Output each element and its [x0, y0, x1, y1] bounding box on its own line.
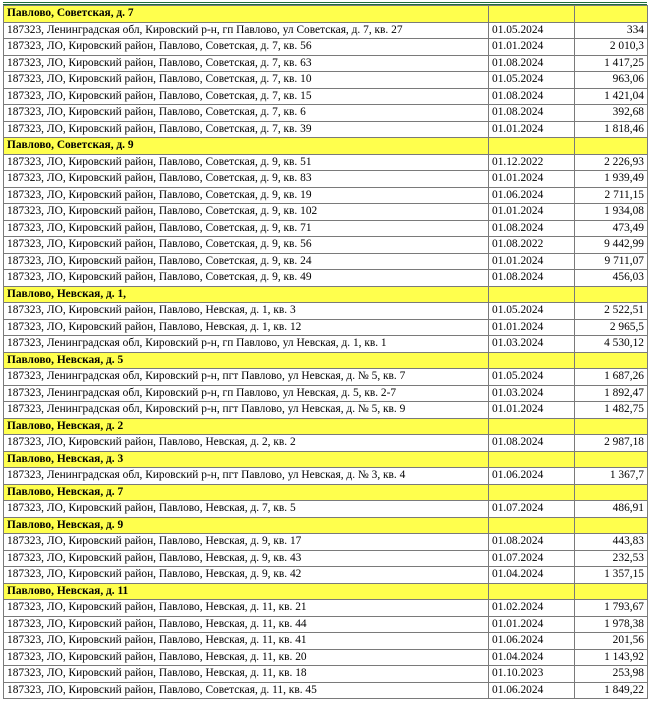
group-header-date-cell[interactable] [489, 286, 575, 303]
table-row [4, 220, 648, 237]
group-title[interactable]: Павлово, Невская, д. 9 [4, 517, 489, 534]
group-title[interactable]: Павлово, Невская, д. 3 [4, 451, 489, 468]
group-header-amount-cell[interactable] [575, 583, 648, 600]
group-header-row [4, 583, 648, 600]
table-row [4, 22, 648, 39]
address-cell[interactable]: 187323, Ленинградская обл, Кировский р-н, пгт Павлово, ул Невская, д. № 5, кв. 7 [4, 369, 489, 386]
group-header-row [4, 517, 648, 534]
table-row [4, 154, 648, 171]
date-cell[interactable]: 01.07.2024 [489, 501, 575, 518]
group-header-amount-cell[interactable] [575, 286, 648, 303]
table-row [4, 187, 648, 204]
amount-cell[interactable]: 9 442,99 [575, 237, 648, 254]
date-cell[interactable]: 01.05.2024 [489, 22, 575, 39]
group-header-row [4, 484, 648, 501]
amount-cell[interactable]: 1 892,47 [575, 385, 648, 402]
group-title[interactable]: Павлово, Невская, д. 7 [4, 484, 489, 501]
table-row [4, 253, 648, 270]
amount-cell[interactable]: 2 522,51 [575, 303, 648, 320]
date-cell[interactable]: 01.01.2024 [489, 204, 575, 221]
date-cell[interactable]: 01.04.2024 [489, 649, 575, 666]
date-cell[interactable]: 01.01.2024 [489, 319, 575, 336]
group-title[interactable]: Павлово, Невская, д. 5 [4, 352, 489, 369]
address-cell[interactable]: 187323, ЛО, Кировский район, Павлово, Советская, д. 7, кв. 56 [4, 39, 489, 56]
amount-cell[interactable]: 392,68 [575, 105, 648, 122]
group-header-amount-cell[interactable] [575, 517, 648, 534]
date-cell[interactable]: 01.05.2024 [489, 303, 575, 320]
amount-cell[interactable]: 1 417,25 [575, 55, 648, 72]
amount-cell[interactable]: 486,91 [575, 501, 648, 518]
table-row [4, 666, 648, 683]
amount-cell[interactable]: 1 978,38 [575, 616, 648, 633]
date-cell[interactable]: 01.06.2024 [489, 187, 575, 204]
group-header-date-cell[interactable] [489, 418, 575, 435]
address-cell[interactable]: 187323, Ленинградская обл, Кировский р-н, гп Павлово, ул Невская, д. 1, кв. 1 [4, 336, 489, 353]
date-cell[interactable]: 01.03.2024 [489, 385, 575, 402]
table-row [4, 55, 648, 72]
address-cell[interactable]: 187323, ЛО, Кировский район, Павлово, Невская, д. 7, кв. 5 [4, 501, 489, 518]
table-row [4, 303, 648, 320]
amount-cell[interactable]: 2 226,93 [575, 154, 648, 171]
group-title[interactable]: Павлово, Невская, д. 11 [4, 583, 489, 600]
table-row [4, 616, 648, 633]
amount-cell[interactable]: 456,03 [575, 270, 648, 287]
date-cell[interactable]: 01.06.2024 [489, 633, 575, 650]
group-title[interactable]: Павлово, Невская, д. 1, [4, 286, 489, 303]
date-cell[interactable]: 01.12.2022 [489, 154, 575, 171]
amount-cell[interactable]: 1 367,7 [575, 468, 648, 485]
group-header-row [4, 6, 648, 23]
address-cell[interactable]: 187323, ЛО, Кировский район, Павлово, Невская, д. 11, кв. 41 [4, 633, 489, 650]
date-cell[interactable]: 01.01.2024 [489, 402, 575, 419]
table-row [4, 204, 648, 221]
date-cell[interactable]: 01.08.2024 [489, 88, 575, 105]
amount-cell[interactable]: 1 934,08 [575, 204, 648, 221]
date-cell[interactable]: 01.01.2024 [489, 39, 575, 56]
group-title[interactable]: Павлово, Советская, д. 7 [4, 6, 489, 23]
amount-cell[interactable]: 2 965,5 [575, 319, 648, 336]
address-cell[interactable]: 187323, ЛО, Кировский район, Павлово, Советская, д. 9, кв. 19 [4, 187, 489, 204]
group-header-row [4, 138, 648, 155]
date-cell[interactable]: 01.08.2024 [489, 270, 575, 287]
amount-cell[interactable]: 1 793,67 [575, 600, 648, 617]
group-header-date-cell[interactable] [489, 517, 575, 534]
address-cell[interactable]: 187323, ЛО, Кировский район, Павлово, Невская, д. 9, кв. 43 [4, 550, 489, 567]
address-cell[interactable]: 187323, ЛО, Кировский район, Павлово, Советская, д. 9, кв. 49 [4, 270, 489, 287]
group-header-row [4, 352, 648, 369]
amount-cell[interactable]: 963,06 [575, 72, 648, 89]
address-cell[interactable]: 187323, ЛО, Кировский район, Павлово, Советская, д. 7, кв. 39 [4, 121, 489, 138]
address-cell[interactable]: 187323, ЛО, Кировский район, Павлово, Невская, д. 11, кв. 21 [4, 600, 489, 617]
address-cell[interactable]: 187323, ЛО, Кировский район, Павлово, Невская, д. 11, кв. 18 [4, 666, 489, 683]
address-cell[interactable]: 187323, Ленинградская обл, Кировский р-н, гп Павлово, ул Советская, д. 7, кв. 27 [4, 22, 489, 39]
address-cell[interactable]: 187323, ЛО, Кировский район, Павлово, Советская, д. 9, кв. 51 [4, 154, 489, 171]
address-cell[interactable]: 187323, ЛО, Кировский район, Павлово, Невская, д. 1, кв. 12 [4, 319, 489, 336]
address-cell[interactable]: 187323, ЛО, Кировский район, Павлово, Советская, д. 9, кв. 102 [4, 204, 489, 221]
address-cell[interactable]: 187323, ЛО, Кировский район, Павлово, Невская, д. 11, кв. 44 [4, 616, 489, 633]
address-cell[interactable]: 187323, Ленинградская обл, Кировский р-н, пгт Павлово, ул Невская, д. № 5, кв. 9 [4, 402, 489, 419]
group-header-date-cell[interactable] [489, 138, 575, 155]
amount-cell[interactable]: 334 [575, 22, 648, 39]
table-row [4, 171, 648, 188]
date-cell[interactable]: 01.01.2024 [489, 171, 575, 188]
table-row [4, 105, 648, 122]
address-cell[interactable]: 187323, ЛО, Кировский район, Павлово, Советская, д. 7, кв. 6 [4, 105, 489, 122]
table-row [4, 534, 648, 551]
date-cell[interactable]: 01.08.2022 [489, 237, 575, 254]
table-row [4, 336, 648, 353]
table-row [4, 550, 648, 567]
address-cell[interactable]: 187323, ЛО, Кировский район, Павлово, Советская, д. 9, кв. 71 [4, 220, 489, 237]
amount-cell[interactable]: 1 421,04 [575, 88, 648, 105]
date-cell[interactable]: 01.01.2024 [489, 253, 575, 270]
table-body [4, 6, 648, 699]
table-row [4, 88, 648, 105]
amount-cell[interactable]: 2 010,3 [575, 39, 648, 56]
address-cell[interactable]: 187323, ЛО, Кировский район, Павлово, Советская, д. 7, кв. 10 [4, 72, 489, 89]
date-cell[interactable]: 01.05.2024 [489, 369, 575, 386]
table-row [4, 39, 648, 56]
amount-cell[interactable]: 1 143,92 [575, 649, 648, 666]
date-cell[interactable]: 01.05.2024 [489, 72, 575, 89]
group-header-row [4, 286, 648, 303]
group-header-date-cell[interactable] [489, 583, 575, 600]
table-row [4, 402, 648, 419]
amount-cell[interactable]: 201,56 [575, 633, 648, 650]
address-cell[interactable]: 187323, ЛО, Кировский район, Павлово, Невская, д. 9, кв. 42 [4, 567, 489, 584]
amount-cell[interactable]: 1 482,75 [575, 402, 648, 419]
date-cell[interactable]: 01.08.2024 [489, 105, 575, 122]
date-cell[interactable]: 01.01.2024 [489, 121, 575, 138]
amount-cell[interactable]: 2 711,15 [575, 187, 648, 204]
date-cell[interactable]: 01.06.2024 [489, 468, 575, 485]
group-header-amount-cell[interactable] [575, 6, 648, 23]
table-row [4, 468, 648, 485]
address-cell[interactable]: 187323, ЛО, Кировский район, Павлово, Невская, д. 2, кв. 2 [4, 435, 489, 452]
group-header-row [4, 451, 648, 468]
address-cell[interactable]: 187323, ЛО, Кировский район, Павлово, Невская, д. 9, кв. 17 [4, 534, 489, 551]
amount-cell[interactable]: 443,83 [575, 534, 648, 551]
date-cell[interactable]: 01.07.2024 [489, 550, 575, 567]
date-cell[interactable]: 01.08.2024 [489, 534, 575, 551]
date-cell[interactable]: 01.04.2024 [489, 567, 575, 584]
amount-cell[interactable]: 4 530,12 [575, 336, 648, 353]
address-cell[interactable]: 187323, ЛО, Кировский район, Павлово, Советская, д. 9, кв. 24 [4, 253, 489, 270]
group-header-amount-cell[interactable] [575, 138, 648, 155]
amount-cell[interactable]: 1 357,15 [575, 567, 648, 584]
amount-cell[interactable]: 473,49 [575, 220, 648, 237]
address-cell[interactable]: 187323, ЛО, Кировский район, Павлово, Невская, д. 11, кв. 20 [4, 649, 489, 666]
amount-cell[interactable]: 2 987,18 [575, 435, 648, 452]
address-cell[interactable]: 187323, ЛО, Кировский район, Павлово, Невская, д. 1, кв. 3 [4, 303, 489, 320]
group-title[interactable]: Павлово, Советская, д. 9 [4, 138, 489, 155]
table-row [4, 72, 648, 89]
table-row [4, 567, 648, 584]
address-cell[interactable]: 187323, Ленинградская обл, Кировский р-н, пгт Павлово, ул Невская, д. № 3, кв. 4 [4, 468, 489, 485]
spreadsheet [3, 2, 647, 699]
group-header-amount-cell[interactable] [575, 484, 648, 501]
table-row [4, 649, 648, 666]
amount-cell[interactable]: 253,98 [575, 666, 648, 683]
address-cell[interactable]: 187323, ЛО, Кировский район, Павлово, Советская, д. 9, кв. 56 [4, 237, 489, 254]
group-header-amount-cell[interactable] [575, 418, 648, 435]
table-row [4, 501, 648, 518]
table-row [4, 435, 648, 452]
group-header-date-cell[interactable] [489, 451, 575, 468]
group-header-amount-cell[interactable] [575, 451, 648, 468]
group-header-row [4, 418, 648, 435]
group-header-amount-cell[interactable] [575, 352, 648, 369]
address-cell[interactable]: 187323, ЛО, Кировский район, Павлово, Советская, д. 7, кв. 15 [4, 88, 489, 105]
date-cell[interactable]: 01.03.2024 [489, 336, 575, 353]
date-cell[interactable]: 01.06.2024 [489, 682, 575, 699]
table-row [4, 121, 648, 138]
date-cell[interactable]: 01.02.2024 [489, 600, 575, 617]
amount-cell[interactable]: 1 687,26 [575, 369, 648, 386]
group-header-date-cell[interactable] [489, 6, 575, 23]
address-cell[interactable]: 187323, ЛО, Кировский район, Павлово, Советская, д. 11, кв. 45 [4, 682, 489, 699]
amount-cell[interactable]: 232,53 [575, 550, 648, 567]
date-cell[interactable]: 01.01.2024 [489, 616, 575, 633]
amount-cell[interactable]: 9 711,07 [575, 253, 648, 270]
date-cell[interactable]: 01.08.2024 [489, 435, 575, 452]
address-cell[interactable]: 187323, ЛО, Кировский район, Павлово, Советская, д. 7, кв. 63 [4, 55, 489, 72]
table-row [4, 682, 648, 699]
address-cell[interactable]: 187323, Ленинградская обл, Кировский р-н, гп Павлово, ул Невская, д. 5, кв. 2-7 [4, 385, 489, 402]
table-row [4, 633, 648, 650]
group-title[interactable]: Павлово, Невская, д. 2 [4, 418, 489, 435]
date-cell[interactable]: 01.08.2024 [489, 55, 575, 72]
table-row [4, 385, 648, 402]
date-cell[interactable]: 01.10.2023 [489, 666, 575, 683]
date-cell[interactable]: 01.08.2024 [489, 220, 575, 237]
amount-cell[interactable]: 1 939,49 [575, 171, 648, 188]
table-row [4, 319, 648, 336]
address-cell[interactable]: 187323, ЛО, Кировский район, Павлово, Советская, д. 9, кв. 83 [4, 171, 489, 188]
debt-table [3, 5, 648, 699]
amount-cell[interactable]: 1 818,46 [575, 121, 648, 138]
table-row [4, 270, 648, 287]
table-row [4, 369, 648, 386]
group-header-date-cell[interactable] [489, 484, 575, 501]
table-row [4, 237, 648, 254]
group-header-date-cell[interactable] [489, 352, 575, 369]
table-row [4, 600, 648, 617]
amount-cell[interactable]: 1 849,22 [575, 682, 648, 699]
